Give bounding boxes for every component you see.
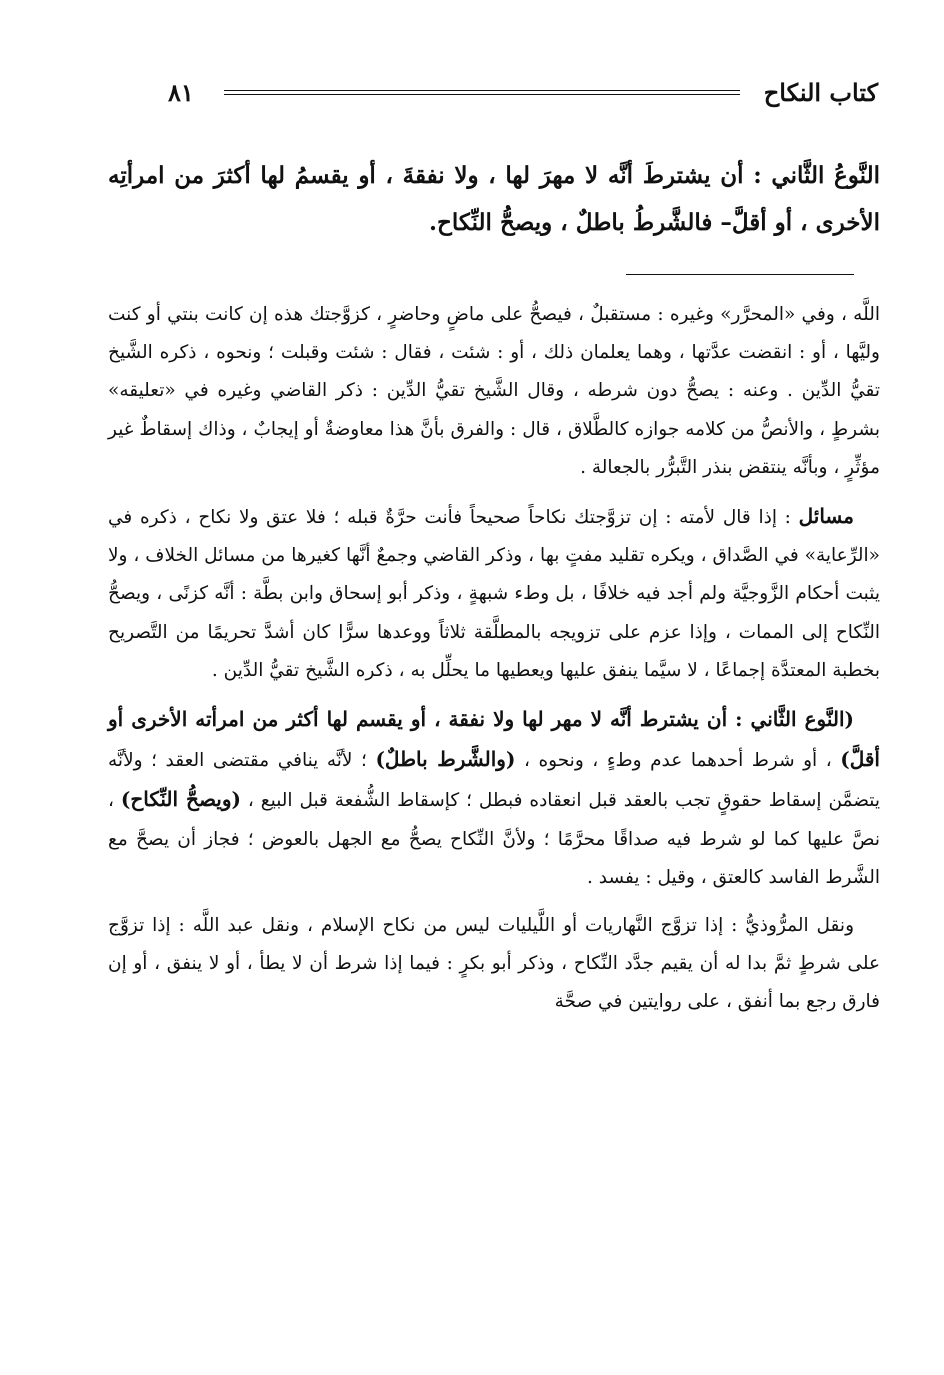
commentary-paragraph: ونقل المرُّوذيُّ : إذا تزوَّج النَّهاريات أو اللَّيليات ليس من نكاح الإسلام ، ونقل عبد اللَّه : إذا تزوَّج على شرطٍ ثمَّ بدا له أن يقيم جدَّد النِّكاح ، وذكر أبو بكرٍ : فيما إذا شرط أن لا يطأ ، أو لا ينفق ، أو إن فارق رجع بما أنفق ، على روايتين في صحَّة [108,915,880,1013]
commentary-paragraph [108,497,880,690]
quoted-matn: (والشَّرط باطلٌ) [375,747,516,772]
paragraph-text: ؛ لأنَّه ينافي مقتضى العقد ؛ ولأنَّه يتضمَّن إسقاط حقوقٍ تجب بالعقد قبل انعقاده فبطل ؛ كإسقاط الشُّفعة قبل البيع ، [108,750,880,812]
quoted-matn: (النَّوع الثَّاني : أن يشترط أنَّه لا مهر لها ولا نفقة ، أو يقسم لها أكثر من امرأته الأخرى أو أقلَّ) [108,707,880,772]
page-header [168,72,878,112]
quoted-matn: (ويصحُّ النِّكاح) [120,787,241,812]
commentary-separator [626,274,854,275]
commentary-paragraph: اللَّه ، وفي «المحرَّر» وغيره : مستقبلٌ ، فيصحُّ على ماضٍ وحاضرٍ ، كزوَّجتك هذه إن كانت بنتي أو كنت وليَّها ، أو : انقضت عدَّتها ، وهما يعلمان ذلك ، أو : شئت ، فقال : شئت وقبلت ؛ ونحوه ، ذكره الشَّيخ تقيُّ الدِّين . وعنه : يصحُّ دون شرطه ، وقال الشَّيخ تقيُّ الدِّين : ذكر القاضي وغيره في «تعليقه» بشرطٍ ، والأنصُّ من كلامه جوازه كالطَّلاق ، قال : والفرق بأنَّ هذا معاوضةٌ أو إيجابٌ ، وذاك إسقاطٌ غير مؤثِّرٍ ، وبأنَّه ينتقض بنذر التَّبرُّر بالجعالة . [108,304,880,478]
page-number: ٨١ [168,77,194,107]
paragraph-text: ، أو شرط أحدهما عدم وطءٍ ، ونحوه ، [515,750,841,772]
commentary [108,296,880,1032]
section-lead: مسائل [798,504,854,529]
commentary-paragraph [108,700,880,897]
header-rule [224,90,740,95]
paragraph-text: : إذا قال لأمته : إن تزوَّجتك نكاحاً صحيحاً فأنت حرَّةٌ قبله ؛ فلا عتق ولا نكاح ، ذكره في «الرِّعاية» في الصَّداق ، ويكره تقليد مفتٍ بها ، وذكر القاضي وجمعٌ أنَّها كغيرها من مسائل الخلاف ، ولا يثبت أحكام الزَّوجيَّة ولم أجد فيه خلافًا ، بل وطء شبهةٍ ، وذكر أبو إسحاق وابن بطَّة : أنَّه كزنًى ، ويصحُّ النِّكاح إلى الممات ، وإذا عزم على تزويجه بالمطلَّقة ثلاثاً ووعدها سرًّا كان أشدَّ تحريمًا من التَّصريح بخطبة المعتدَّة إجماعًا ، لا سيَّما ينفق عليها ويعطيها ما يحلِّل به ، ذكره الشَّيخ تقيُّ الدِّين . [108,507,880,681]
main-text: النَّوعُ الثَّاني : أن يشترطَ أنَّه لا مهرَ لها ، ولا نفقةَ ، أو يقسمُ لها أكثرَ من امرأتِه الأخرى ، أو أقلَّ– فالشَّرطُ باطلٌ ، ويصحُّ النِّكاح. [108,162,880,236]
running-title: كتاب النكاح [763,77,878,107]
paragraph-text: ، نصَّ عليها كما لو شرط فيه صداقًا محرَّمًا ؛ ولأنَّ النِّكاح يصحُّ مع الجهل بالعوض ؛ فجاز أن يصحَّ مع الشَّرط الفاسد كالعتق ، وقيل : يفسد . [108,790,880,888]
